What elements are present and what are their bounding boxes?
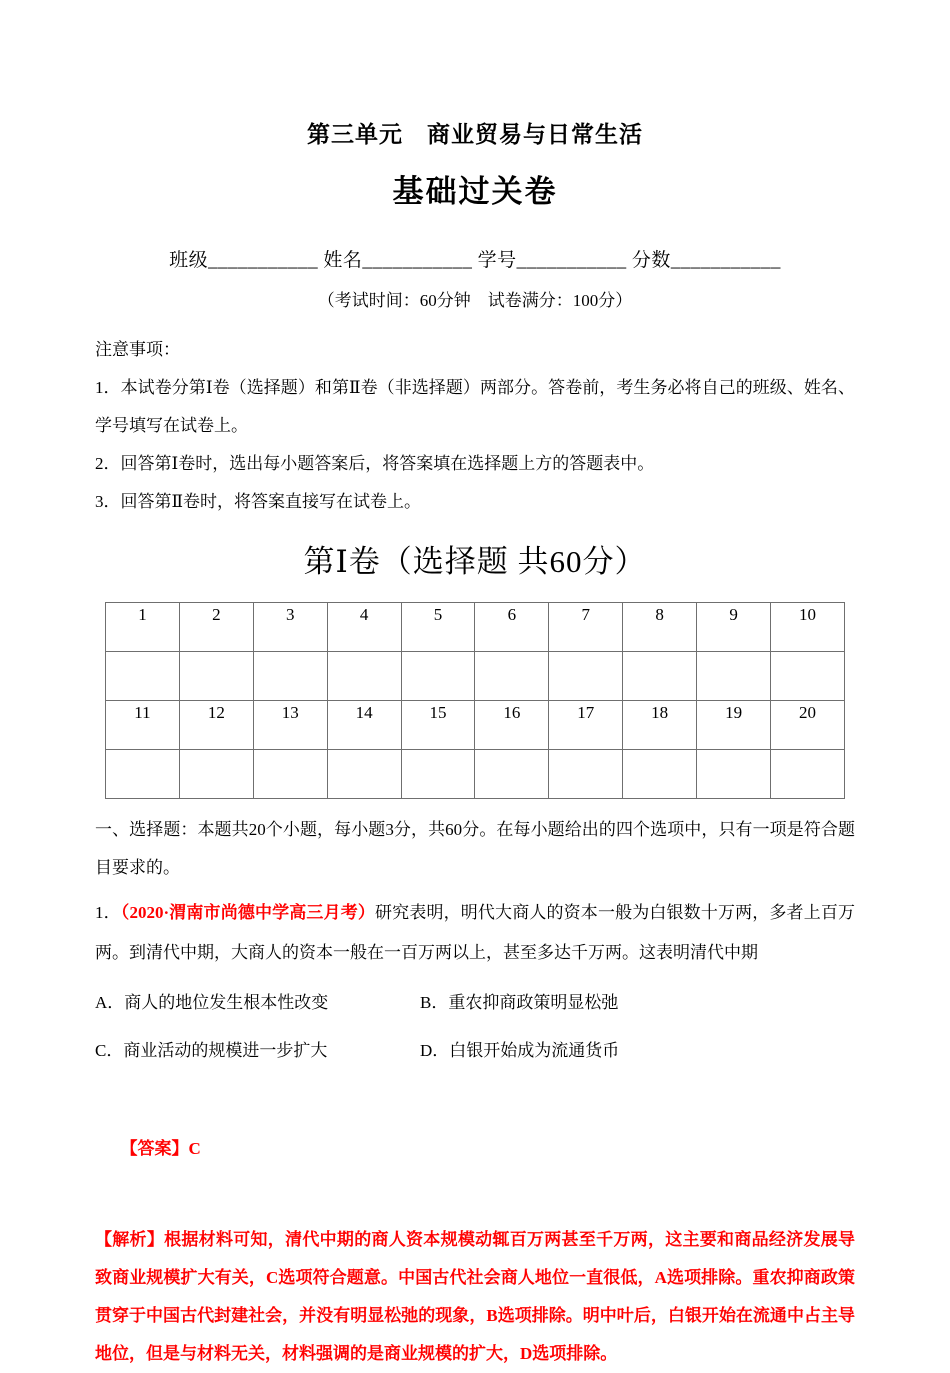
student-identity-line: 班级___________ 姓名___________ 学号___________ 分数___________ <box>169 249 781 271</box>
answer-number-cell: 11 <box>106 700 180 749</box>
paper-one-heading: 第Ⅰ卷（选择题 共60分） <box>303 543 647 579</box>
note-item-2: 2．回答第Ⅰ卷时，选出每小题答案后，将答案填在选择题上方的答题表中。 <box>95 453 655 473</box>
question-1-analysis <box>95 1221 855 1373</box>
answer-number-cell: 8 <box>623 602 697 651</box>
notes-block <box>95 331 855 521</box>
answer-input-cell[interactable] <box>697 651 771 700</box>
notes-heading: 注意事项： <box>95 339 180 359</box>
answer-input-cell[interactable] <box>253 749 327 798</box>
answer-input-cell[interactable] <box>401 651 475 700</box>
note-item-3: 3．回答第Ⅱ卷时，将答案直接写在试卷上。 <box>95 491 422 511</box>
option-a[interactable]: A．商人的地位发生根本性改变 <box>95 992 329 1012</box>
option-d[interactable]: D．白银开始成为流通货币 <box>420 1040 620 1060</box>
answer-number-cell: 19 <box>697 700 771 749</box>
answer-input-cell[interactable] <box>549 749 623 798</box>
answer-number-cell: 3 <box>253 602 327 651</box>
option-row-ab <box>95 979 855 1027</box>
answer-input-cell[interactable] <box>106 651 180 700</box>
question-1 <box>95 893 855 1373</box>
answer-input-cell[interactable] <box>697 749 771 798</box>
answer-number-cell: 15 <box>401 700 475 749</box>
answer-number-cell: 17 <box>549 700 623 749</box>
answer-number-cell: 5 <box>401 602 475 651</box>
answer-value: C <box>188 1138 201 1158</box>
question-1-options <box>95 979 855 1075</box>
question-1-stem-line <box>95 893 855 973</box>
answer-input-cell[interactable] <box>401 749 475 798</box>
answer-input-cell[interactable] <box>253 651 327 700</box>
choice-section-instruction: 一、选择题：本题共20个小题，每小题3分，共60分。在每小题给出的四个选项中，只有一项是符合题目要求的。 <box>95 819 855 877</box>
option-c[interactable]: C．商业活动的规模进一步扩大 <box>95 1040 328 1060</box>
question-1-source: （2020·渭南市尚德中学高三月考） <box>120 902 376 922</box>
note-item-1: 1．本试卷分第Ⅰ卷（选择题）和第Ⅱ卷（非选择题）两部分。答卷前，考生务必将自己的班级、姓名、学号填写在试卷上。 <box>95 377 855 435</box>
analysis-label: 【解析】 <box>95 1229 165 1249</box>
table-row <box>106 602 845 651</box>
question-1-stem-text: 研究表明，明代大商人的资本一般为白银数十万两，多者上百万两。到清代中期，大商人的资本一般在一百万两以上，甚至多达千万两。这表明清代中期 <box>95 902 856 962</box>
option-row-cd <box>95 1027 855 1075</box>
question-1-answer <box>95 1089 855 1209</box>
answer-input-cell[interactable] <box>327 749 401 798</box>
answer-input-cell[interactable] <box>475 651 549 700</box>
answer-input-cell[interactable] <box>623 749 697 798</box>
answer-number-cell: 4 <box>327 602 401 651</box>
answer-input-cell[interactable] <box>179 651 253 700</box>
answer-input-cell[interactable] <box>549 651 623 700</box>
analysis-text: 根据材料可知，清代中期的商人资本规模动辄百万两甚至千万两，这主要和商品经济发展导致商业规模扩大有关，C选项符合题意。中国古代社会商人地位一直很低，A选项排除。重农抑商政策贯穿于中国古代封建社会，并没有明显松弛的现象，B选项排除。明中叶后，白银开始在流通中占主导地位，但是与材料无关，材料强调的是商业规模的扩大，D选项排除。 <box>95 1229 856 1363</box>
answer-number-cell: 20 <box>771 700 845 749</box>
answer-input-cell[interactable] <box>106 749 180 798</box>
answer-input-cell[interactable] <box>771 651 845 700</box>
answer-grid-table <box>105 602 845 799</box>
question-1-number: 1． <box>95 902 121 922</box>
answer-number-cell: 6 <box>475 602 549 651</box>
option-b[interactable]: B．重农抑商政策明显松弛 <box>420 992 619 1012</box>
table-row <box>106 700 845 749</box>
answer-number-cell: 10 <box>771 602 845 651</box>
answer-label: 【答案】 <box>120 1138 189 1158</box>
table-row <box>106 749 845 798</box>
answer-input-cell[interactable] <box>771 749 845 798</box>
answer-number-cell: 13 <box>253 700 327 749</box>
answer-input-cell[interactable] <box>327 651 401 700</box>
exam-meta-line: （考试时间：60分钟 试卷满分：100分） <box>317 290 633 310</box>
answer-number-cell: 18 <box>623 700 697 749</box>
answer-number-cell: 12 <box>179 700 253 749</box>
answer-number-cell: 1 <box>106 602 180 651</box>
answer-number-cell: 14 <box>327 700 401 749</box>
answer-input-cell[interactable] <box>179 749 253 798</box>
page-title: 第三单元 商业贸易与日常生活 <box>307 122 643 148</box>
answer-number-cell: 2 <box>179 602 253 651</box>
answer-number-cell: 7 <box>549 602 623 651</box>
answer-input-cell[interactable] <box>475 749 549 798</box>
answer-number-cell: 16 <box>475 700 549 749</box>
answer-number-cell: 9 <box>697 602 771 651</box>
answer-input-cell[interactable] <box>623 651 697 700</box>
paper-subtitle: 基础过关卷 <box>392 173 558 210</box>
table-row <box>106 651 845 700</box>
